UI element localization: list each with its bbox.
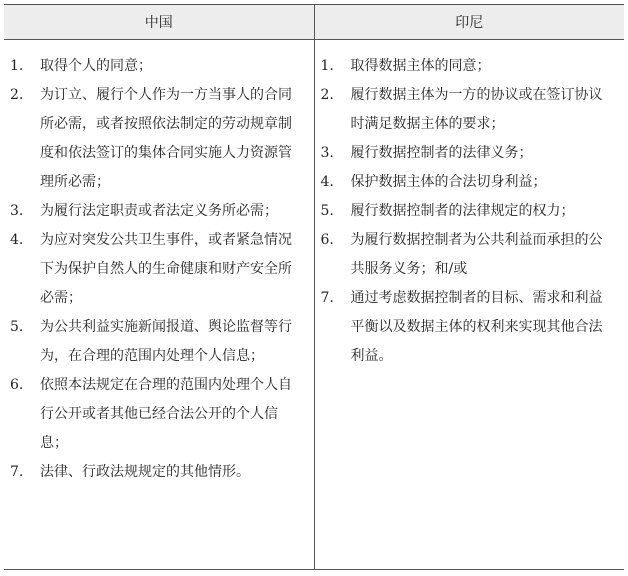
item-number: 1. bbox=[10, 58, 24, 74]
list-item bbox=[321, 139, 617, 168]
item-number: 4. bbox=[320, 174, 334, 190]
list-item bbox=[10, 458, 306, 487]
list-item bbox=[321, 52, 617, 81]
item-number: 5. bbox=[10, 319, 24, 335]
comparison-table bbox=[4, 4, 624, 570]
item-text: 依照本法规定在合理的范围内处理个人自行公开或者其他已经合法公开的个人信息； bbox=[40, 377, 292, 451]
list-item bbox=[321, 197, 617, 226]
list-item bbox=[10, 226, 306, 313]
list-item bbox=[10, 313, 306, 371]
list-item bbox=[10, 197, 306, 226]
header-china: 中国 bbox=[4, 5, 314, 40]
item-text: 法律、行政法规规定的其他情形。 bbox=[40, 464, 250, 480]
item-number: 4. bbox=[10, 232, 24, 248]
indonesia-list bbox=[321, 52, 617, 371]
item-number: 7. bbox=[10, 464, 24, 480]
item-number: 2. bbox=[10, 87, 24, 103]
list-item bbox=[10, 371, 306, 458]
item-text: 保护数据主体的合法切身利益； bbox=[350, 174, 547, 190]
item-text: 为履行数据控制者为公共利益而承担的公共服务义务；和/或 bbox=[350, 232, 603, 277]
list-item bbox=[321, 284, 617, 371]
item-text: 履行数据主体为一方的协议或在签订协议时满足数据主体的要求； bbox=[350, 87, 603, 132]
item-text: 通过考虑数据控制者的目标、需求和利益平衡以及数据主体的权利来实现其他合法利益。 bbox=[350, 290, 603, 364]
header-row bbox=[4, 5, 624, 40]
item-number: 5. bbox=[320, 203, 334, 219]
china-column bbox=[4, 40, 314, 570]
item-number: 6. bbox=[320, 232, 334, 248]
item-number: 7. bbox=[320, 290, 334, 306]
item-text: 为履行法定职责或者法定义务所必需； bbox=[40, 203, 278, 219]
item-number: 2. bbox=[320, 87, 334, 103]
list-item bbox=[321, 168, 617, 197]
item-text: 取得个人的同意； bbox=[40, 58, 152, 74]
item-text: 为应对突发公共卫生事件，或者紧急情况下为保护自然人的生命健康和财产安全所必需； bbox=[40, 232, 292, 306]
list-item bbox=[321, 226, 617, 284]
item-number: 1. bbox=[320, 58, 334, 74]
list-item bbox=[321, 81, 617, 139]
item-text: 为订立、履行个人作为一方当事人的合同所必需，或者按照依法制定的劳动规章制度和依法签订的集体合同实施人力资源管理所必需； bbox=[40, 87, 292, 190]
list-item bbox=[10, 81, 306, 197]
item-text: 履行数据控制者的法律义务； bbox=[350, 145, 533, 161]
item-text: 取得数据主体的同意； bbox=[350, 58, 491, 74]
item-number: 3. bbox=[320, 145, 334, 161]
item-number: 6. bbox=[10, 377, 24, 393]
content-row bbox=[4, 40, 624, 570]
item-text: 履行数据控制者的法律规定的权力； bbox=[350, 203, 575, 219]
item-number: 3. bbox=[10, 203, 24, 219]
china-list bbox=[10, 52, 306, 487]
list-item bbox=[10, 52, 306, 81]
indonesia-column bbox=[314, 40, 624, 570]
item-text: 为公共利益实施新闻报道、舆论监督等行为，在合理的范围内处理个人信息； bbox=[40, 319, 292, 364]
header-indonesia: 印尼 bbox=[314, 5, 624, 40]
